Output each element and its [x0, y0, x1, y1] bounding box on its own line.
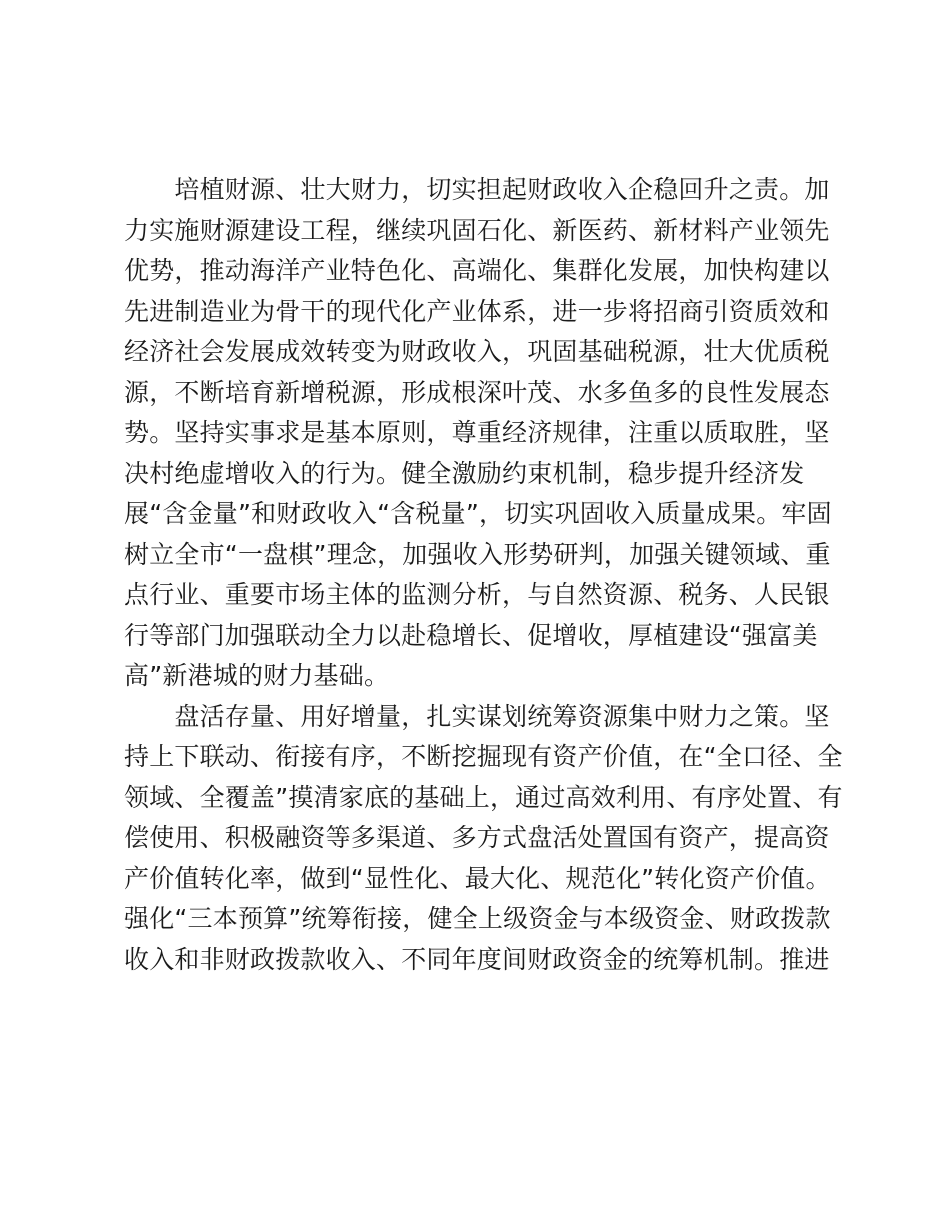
- text-line: 高”新港城的财力基础。: [124, 661, 390, 690]
- text-line: 持上下联动、衔接有序，不断挖掘现有资产价值，在“全口径、全: [124, 742, 843, 771]
- text-line: 经济社会发展成效转变为财政收入，巩固基础税源，壮大优质税: [124, 337, 830, 366]
- text-line: 行等部门加强联动全力以赴稳增长、促增收，厚植建设“强富美: [124, 620, 818, 650]
- text-line: 展“含金量”和财政收入“含税量”，切实巩固收入质量成果。牢固: [124, 499, 832, 528]
- text-line: 培植财源、壮大财力，切实担起财政收入企稳回升之责。加: [124, 175, 830, 204]
- text-line: 偿使用、积极融资等多渠道、多方式盘活处置国有资产，提高资: [124, 823, 830, 852]
- text-line: 领域、全覆盖”摸清家底的基础上，通过高效利用、有序处置、有: [124, 782, 843, 812]
- paragraph-resource-allocation: [124, 697, 843, 981]
- paragraph-revenue-growth: [124, 170, 834, 697]
- text-line: 盘活存量、用好增量，扎实谋划统筹资源集中财力之策。坚: [124, 701, 830, 731]
- text-line: 势。坚持实事求是基本原则，尊重经济规律，注重以质取胜，坚: [124, 418, 830, 447]
- text-line: 力实施财源建设工程，继续巩固石化、新医药、新材料产业领先: [124, 215, 830, 245]
- text-line: 决村绝虚增收入的行为。健全激励约束机制，稳步提升经济发: [124, 458, 805, 488]
- text-line: 树立全市“一盘棋”理念，加强收入形势研判，加强关键领域、重: [124, 539, 831, 569]
- document-body: [124, 170, 843, 980]
- text-line: 强化“三本预算”统筹衔接，健全上级资金与本级资金、财政拨款: [124, 904, 831, 933]
- text-line: 点行业、重要市场主体的监测分析，与自然资源、税务、人民银: [124, 580, 830, 609]
- text-line: 先进制造业为骨干的现代化产业体系，进一步将招商引资质效和: [124, 296, 830, 326]
- text-line: 优势，推动海洋产业特色化、高端化、集群化发展，加快构建以: [124, 256, 830, 285]
- text-line: 产价值转化率，做到“显性化、最大化、规范化”转化资产价值。: [124, 863, 831, 893]
- text-line: 收入和非财政拨款收入、不同年度间财政资金的统筹机制。推进: [124, 944, 830, 974]
- text-line: 源，不断培育新增税源，形成根深叶茂、水多鱼多的良性发展态: [124, 377, 830, 407]
